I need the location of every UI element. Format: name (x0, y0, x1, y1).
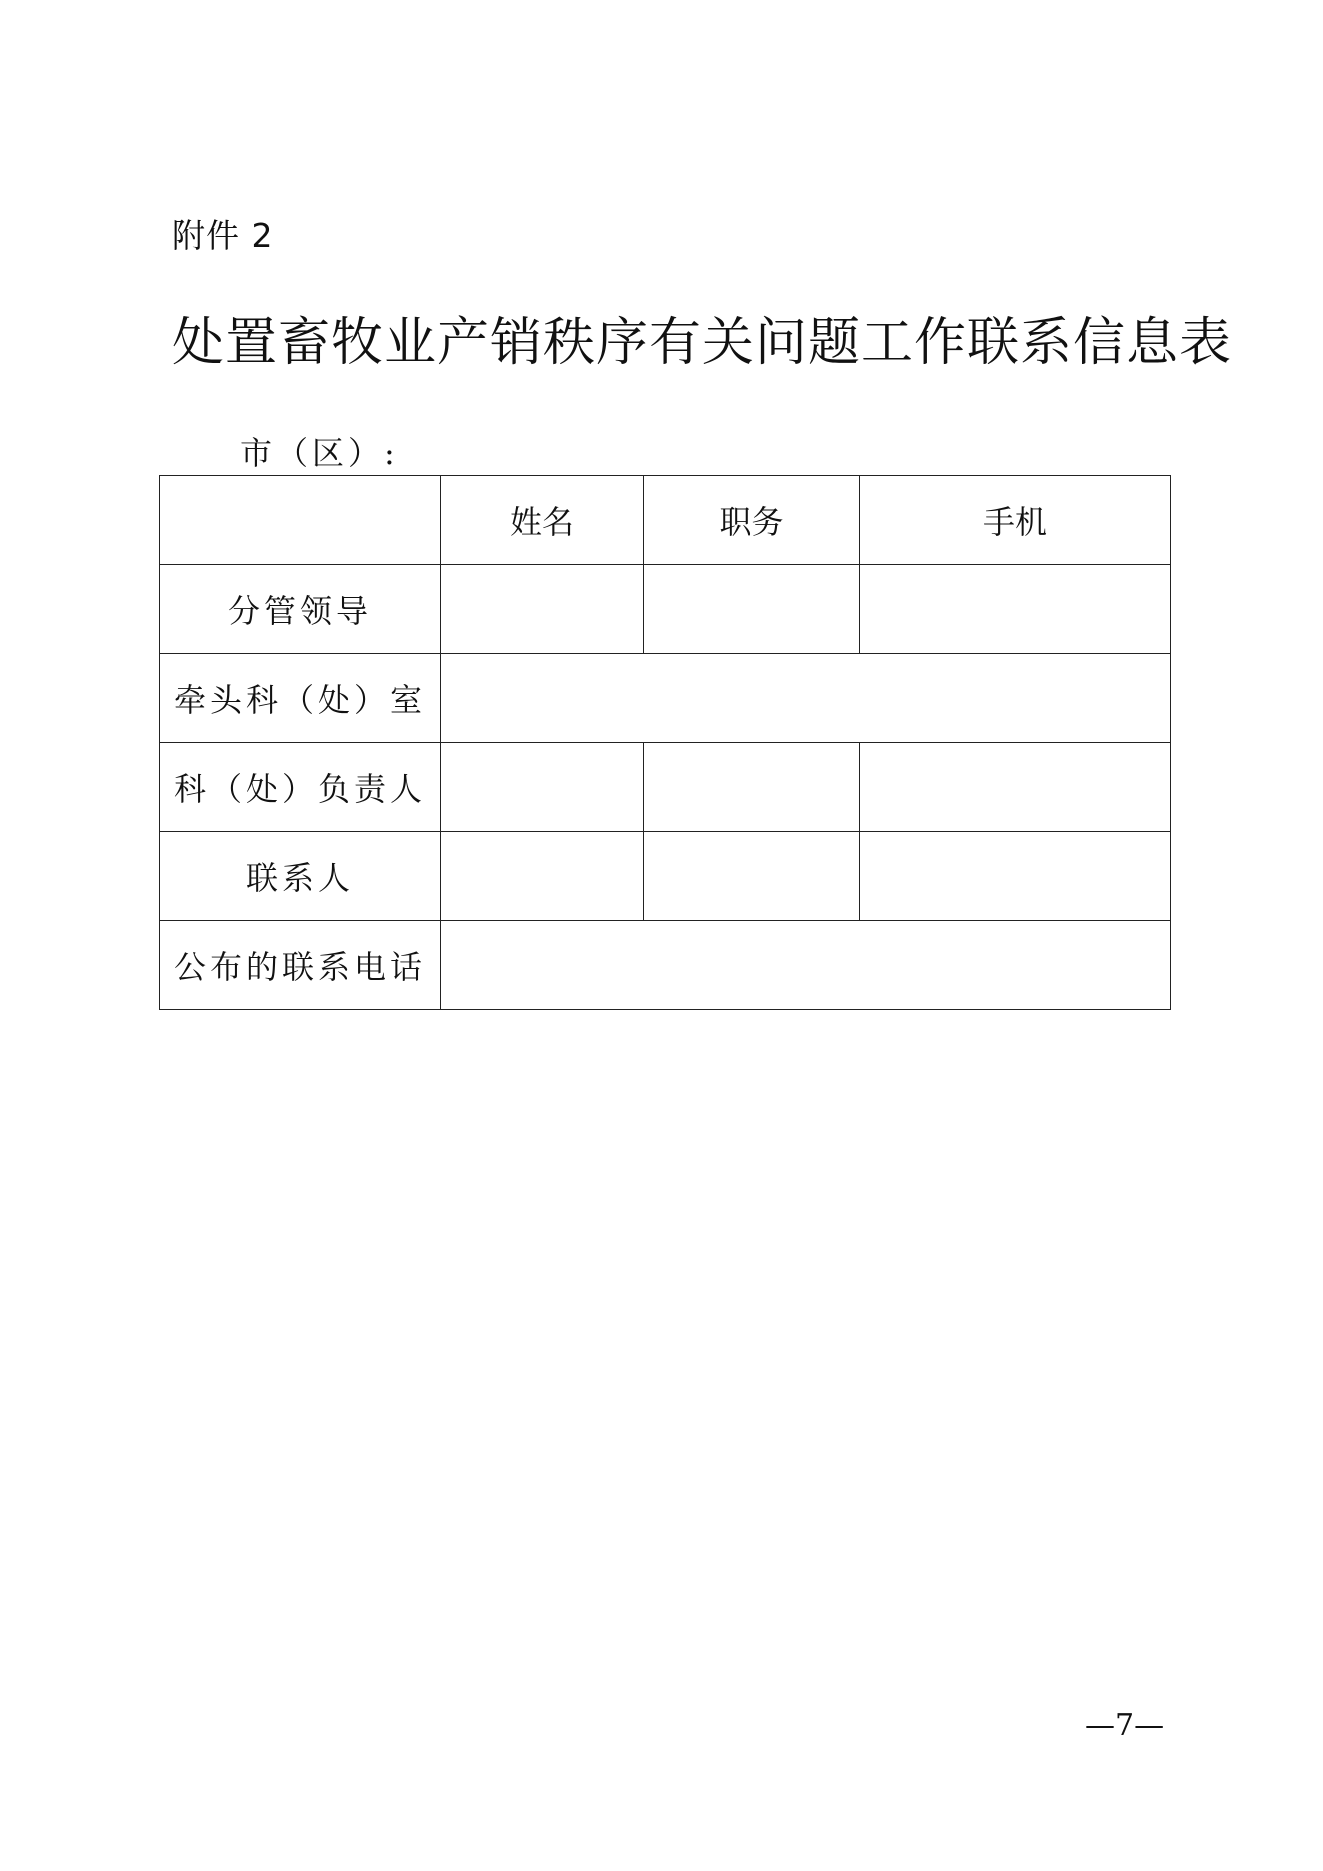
contact-name-cell[interactable] (441, 832, 644, 921)
leader-position-cell[interactable] (644, 565, 860, 654)
page-title: 处置畜牧业产销秩序有关问题工作联系信息表 (172, 313, 1233, 373)
row-label-contact: 联系人 (160, 832, 441, 921)
contact-position-cell[interactable] (644, 832, 860, 921)
table-row (160, 565, 1171, 654)
leader-phone-cell[interactable] (860, 565, 1171, 654)
office-head-name-cell[interactable] (441, 743, 644, 832)
row-label-office-head: 科（处）负责人 (160, 743, 441, 832)
office-head-position-cell[interactable] (644, 743, 860, 832)
header-cell-blank (160, 476, 441, 565)
table-row (160, 654, 1171, 743)
office-head-phone-cell[interactable] (860, 743, 1171, 832)
row-label-lead-office: 牵头科（处）室 (160, 654, 441, 743)
public-phone-value-cell[interactable] (441, 921, 1171, 1010)
row-label-public-phone: 公布的联系电话 (160, 921, 441, 1010)
table-row (160, 832, 1171, 921)
contact-phone-cell[interactable] (860, 832, 1171, 921)
lead-office-value-cell[interactable] (441, 654, 1171, 743)
table-row (160, 921, 1171, 1010)
header-cell-phone: 手机 (860, 476, 1171, 565)
region-label: 市（区）: (240, 434, 399, 472)
attachment-label: 附件 2 (172, 216, 274, 255)
table-row (160, 743, 1171, 832)
contact-info-table (159, 475, 1171, 1010)
table-header-row (160, 476, 1171, 565)
header-cell-position: 职务 (644, 476, 860, 565)
row-label-leader: 分管领导 (160, 565, 441, 654)
leader-name-cell[interactable] (441, 565, 644, 654)
header-cell-name: 姓名 (441, 476, 644, 565)
page-number: —7— (1085, 1708, 1165, 1743)
